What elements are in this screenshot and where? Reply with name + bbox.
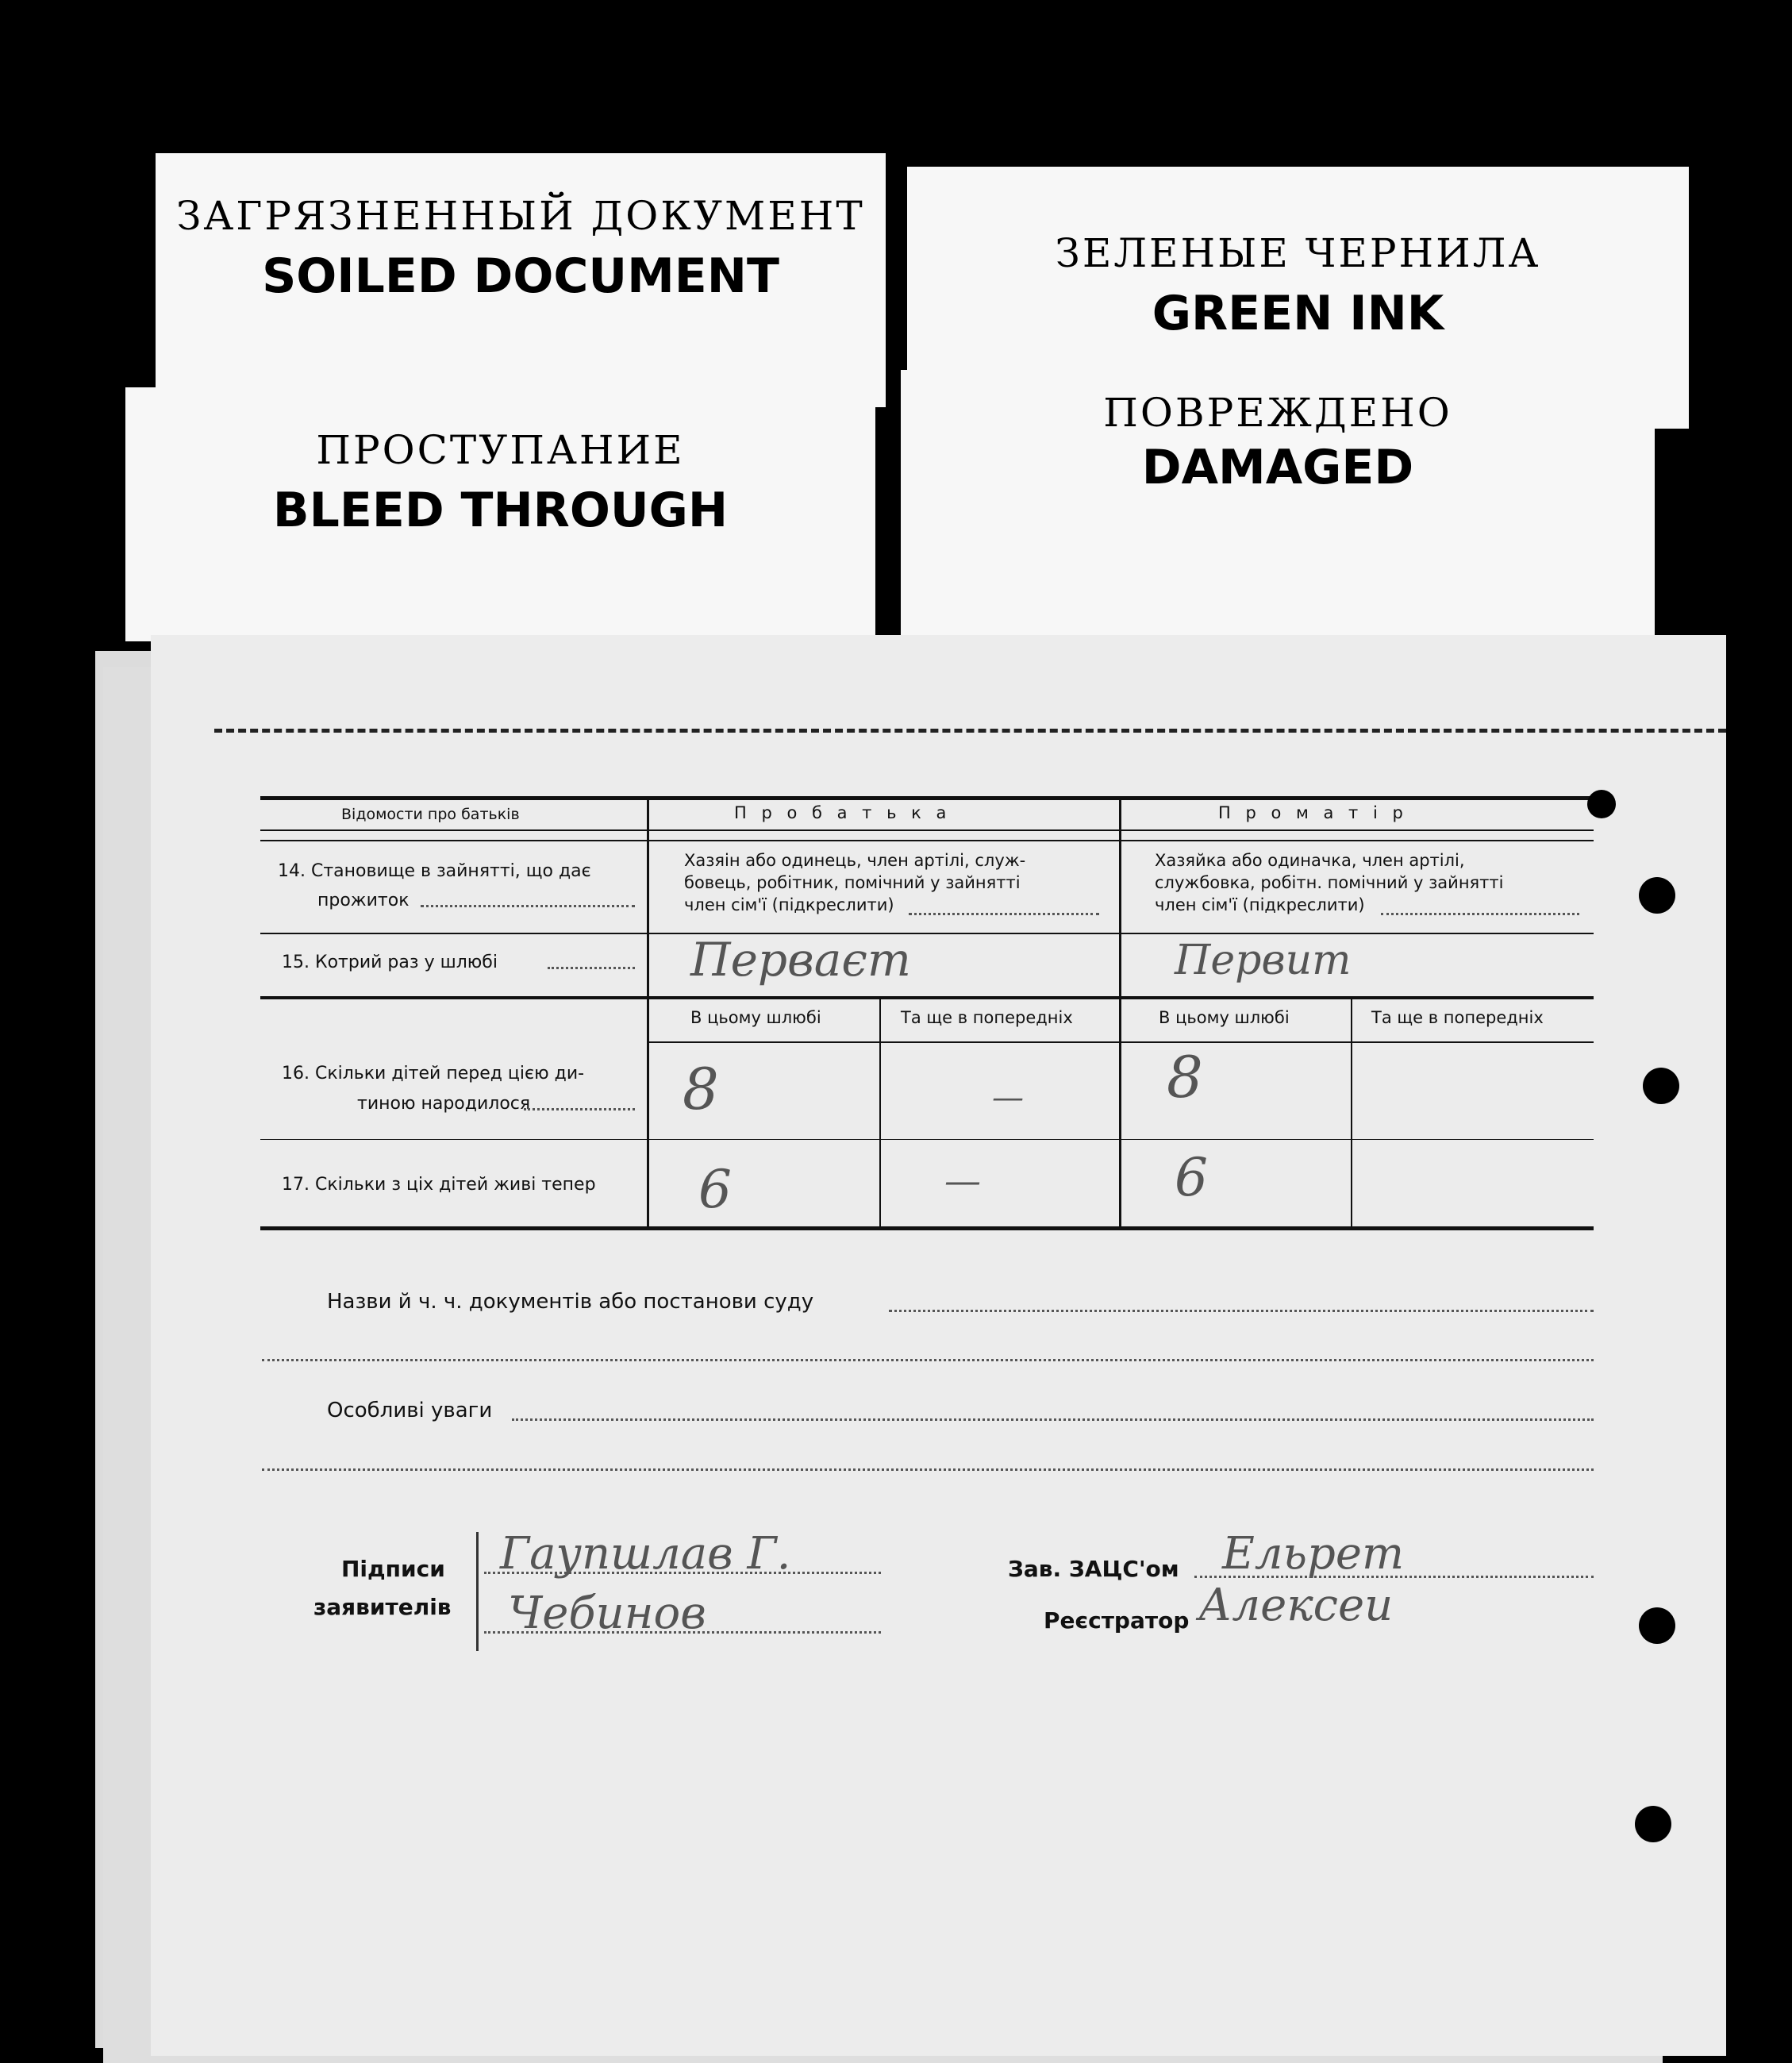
row15-label-leader bbox=[548, 967, 635, 969]
table-rule bbox=[1351, 998, 1352, 1228]
table-rule bbox=[260, 840, 1594, 841]
row14-father-leader bbox=[909, 913, 1099, 915]
signatures-label-line1: Підписи bbox=[341, 1556, 445, 1582]
signatures-brace bbox=[476, 1532, 479, 1651]
subheader-mother-this: В цьому шлюбі bbox=[1159, 1008, 1290, 1027]
row16-mother-this: 8 bbox=[1167, 1044, 1203, 1110]
registrar-signature: Алексеи bbox=[1198, 1580, 1394, 1631]
table-rule bbox=[1119, 798, 1121, 1230]
table-rule bbox=[647, 798, 649, 1230]
table-rule bbox=[260, 933, 1594, 934]
header-col2: П р о б а т ь к а bbox=[734, 803, 952, 822]
registrar-label: Реєстратор bbox=[1044, 1607, 1190, 1634]
label-card-damaged bbox=[901, 370, 1655, 644]
card-en-text: BLEED THROUGH bbox=[272, 483, 729, 538]
remarks-label: Особливі уваги bbox=[327, 1399, 493, 1422]
row15-mother-value: Первит bbox=[1175, 937, 1352, 984]
subheader-father-prev: Та ще в попередніх bbox=[901, 1008, 1073, 1027]
row15-father-value: Перваєт bbox=[690, 933, 911, 987]
applicant-signature-1-line bbox=[484, 1572, 881, 1574]
table-rule bbox=[260, 996, 1594, 999]
head-signature-line bbox=[1194, 1576, 1594, 1578]
applicant-signature-2: Чебинов bbox=[508, 1588, 706, 1639]
punch-hole bbox=[1635, 1806, 1671, 1842]
label-card-bleed-through bbox=[125, 387, 875, 641]
subheader-father-this: В цьому шлюбі bbox=[690, 1008, 821, 1027]
applicant-signature-1: Гаупшлав Г. bbox=[500, 1528, 791, 1580]
documents-label: Назви й ч. ч. документів або постанови суду bbox=[327, 1290, 814, 1314]
table-rule bbox=[649, 1041, 1594, 1043]
remarks-line bbox=[512, 1418, 1594, 1421]
table-rule bbox=[260, 1139, 1594, 1140]
card-ru-text: ЗЕЛЕНЫЕ ЧЕРНИЛА bbox=[1055, 230, 1541, 276]
card-en-text: GREEN INK bbox=[1152, 286, 1444, 341]
row16-father-this: 8 bbox=[683, 1056, 719, 1122]
row16-father-prev: — bbox=[992, 1080, 1024, 1116]
row14-mother-line2: службовка, робітн. помічний у зайнятті bbox=[1155, 873, 1504, 892]
signatures-label-line2: заявителів bbox=[313, 1594, 452, 1620]
row17-mother-this: 6 bbox=[1175, 1147, 1208, 1208]
row14-mother-leader bbox=[1381, 913, 1579, 915]
row14-father-line3: член сім'ї (підкреслити) bbox=[684, 895, 894, 914]
remarks-line-2 bbox=[262, 1468, 1594, 1471]
label-card-soiled bbox=[156, 153, 886, 407]
table-rule bbox=[260, 796, 1594, 800]
row17-label: 17. Скільки з ціх дітей живі тепер bbox=[282, 1175, 596, 1195]
card-ru-text: ПРОСТУПАНИЕ bbox=[316, 427, 685, 473]
table-rule bbox=[879, 998, 881, 1228]
card-ru-text: ЗАГРЯЗНЕННЫЙ ДОКУМЕНТ bbox=[176, 193, 865, 239]
punch-hole bbox=[1643, 1068, 1679, 1104]
table-rule bbox=[260, 1226, 1594, 1230]
row14-mother-line1: Хазяйка або одиначка, член артілі, bbox=[1155, 851, 1465, 870]
subheader-mother-prev: Та ще в попередніх bbox=[1371, 1008, 1544, 1027]
applicant-signature-2-line bbox=[484, 1631, 881, 1634]
row14-label-leader bbox=[421, 905, 635, 907]
row16-label-line2: тиною народилося bbox=[357, 1094, 531, 1114]
card-en-text: DAMAGED bbox=[1141, 440, 1414, 495]
row14-father-line2: бовець, робітник, помічний у зайнятті bbox=[684, 873, 1021, 892]
head-label: Зав. ЗАЦС'ом bbox=[1008, 1556, 1179, 1582]
tear-line bbox=[214, 729, 1726, 733]
row14-father-line1: Хазяін або одинець, член артілі, служ- bbox=[684, 851, 1026, 870]
sheet-edge bbox=[95, 651, 159, 2048]
table-rule bbox=[260, 829, 1594, 831]
row14-mother-line3: член сім'ї (підкреслити) bbox=[1155, 895, 1365, 914]
row14-label-line2: прожиток bbox=[317, 891, 410, 910]
row16-label-line1: 16. Скільки дітей перед цією ди- bbox=[282, 1064, 585, 1083]
row15-label: 15. Котрий раз у шлюбі bbox=[282, 953, 498, 972]
form-sheet bbox=[151, 635, 1726, 2056]
documents-line bbox=[889, 1310, 1594, 1312]
punch-hole bbox=[1639, 877, 1675, 914]
card-en-text: SOILED DOCUMENT bbox=[262, 248, 779, 304]
row14-label-line1: 14. Становище в зайнятті, що дає bbox=[278, 861, 591, 881]
row16-label-leader bbox=[524, 1108, 635, 1110]
documents-line-2 bbox=[262, 1359, 1594, 1361]
head-signature: Ельрет bbox=[1222, 1528, 1405, 1580]
card-ru-text: ПОВРЕЖДЕНО bbox=[1103, 390, 1452, 436]
punch-hole bbox=[1587, 790, 1616, 818]
header-col1: Відомости про батьків bbox=[341, 806, 520, 823]
punch-hole bbox=[1639, 1607, 1675, 1644]
row17-father-this: 6 bbox=[698, 1159, 732, 1220]
header-col3: П р о м а т і р bbox=[1218, 803, 1408, 822]
row17-father-prev: — bbox=[944, 1159, 981, 1202]
